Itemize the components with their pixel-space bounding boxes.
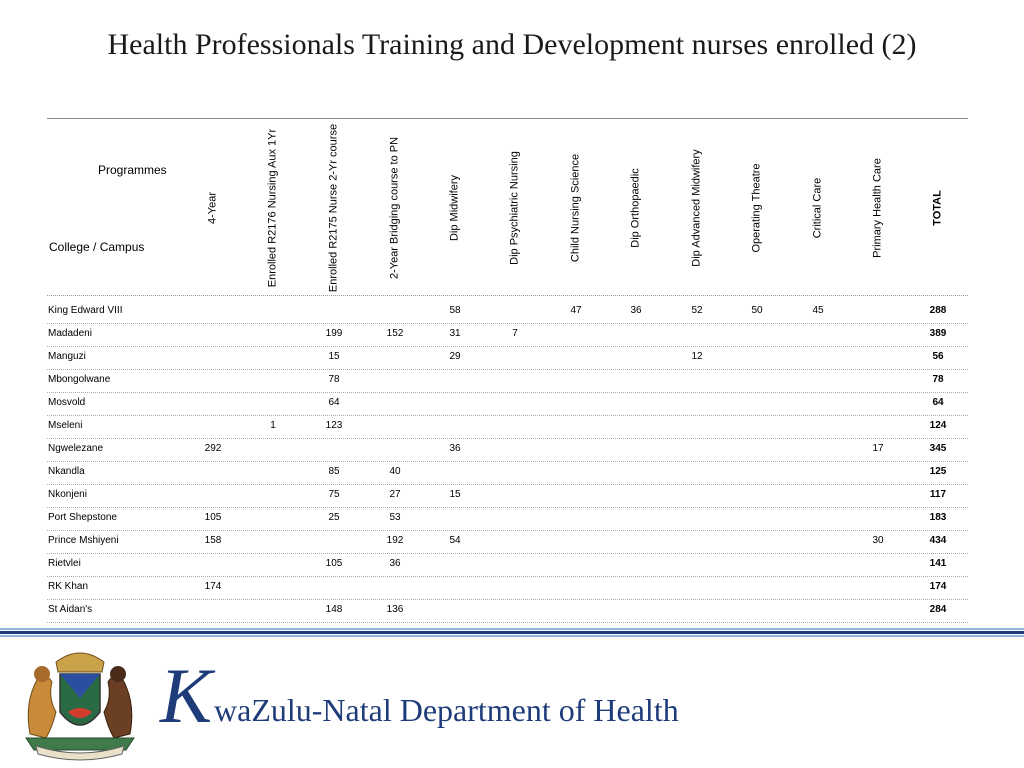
coat-of-arms-logo <box>16 642 144 762</box>
table-cell: 36 <box>449 443 461 454</box>
column-header-label: Enrolled R2175 Nurse 2-Yr course <box>327 123 340 293</box>
table-row <box>47 346 968 370</box>
row-total: 288 <box>929 305 947 316</box>
row-total: 174 <box>929 581 947 592</box>
table-row <box>47 415 968 439</box>
table-cell: 45 <box>812 305 824 316</box>
table-cell: 105 <box>204 512 222 523</box>
row-total: 284 <box>929 604 947 615</box>
campus-name: Rietvlei <box>48 558 81 569</box>
table-row <box>47 438 968 462</box>
table-cell: 17 <box>872 443 884 454</box>
table-cell: 15 <box>328 351 340 362</box>
column-header <box>788 120 848 296</box>
column-header-label: Child Nursing Science <box>569 153 582 263</box>
table-cell: 192 <box>386 535 404 546</box>
column-header-label: Enrolled R2176 Nursing Aux 1Yr <box>266 128 279 288</box>
department-name: waZulu-Natal Department of Health <box>214 692 679 728</box>
row-total: 389 <box>929 328 947 339</box>
column-header <box>365 120 425 296</box>
table-cell: 123 <box>325 420 343 431</box>
table-cell: 15 <box>449 489 461 500</box>
table-cell: 7 <box>512 328 518 339</box>
campus-name: Nkandla <box>48 466 85 477</box>
slide-title: Health Professionals Training and Development nurses enrolled (2) <box>107 28 917 61</box>
column-header <box>304 120 364 296</box>
footer-stripes <box>0 628 1024 638</box>
column-header <box>848 120 908 296</box>
table-cell: 52 <box>691 305 703 316</box>
table-cell: 78 <box>328 374 340 385</box>
column-header <box>546 120 606 296</box>
college-campus-label: College / Campus <box>49 240 145 254</box>
column-header-label: Dip Orthopaedic <box>629 168 642 248</box>
table-cell: 199 <box>325 328 343 339</box>
table-cell: 136 <box>386 604 404 615</box>
column-header <box>485 120 545 296</box>
column-header-label: Critical Care <box>811 177 824 239</box>
column-header <box>243 120 303 296</box>
table-cell: 148 <box>325 604 343 615</box>
table-row <box>47 369 968 393</box>
table-cell: 105 <box>325 558 343 569</box>
table-cell: 40 <box>389 466 401 477</box>
campus-name: Prince Mshiyeni <box>48 535 119 546</box>
table-row <box>47 392 968 416</box>
table-cell: 64 <box>328 397 340 408</box>
campus-name: King Edward VIII <box>48 305 123 316</box>
header-divider <box>47 295 968 296</box>
table-row <box>47 599 968 623</box>
column-header <box>183 120 243 296</box>
table-cell: 58 <box>449 305 461 316</box>
table-cell: 30 <box>872 535 884 546</box>
table-row <box>47 300 968 324</box>
row-total: 434 <box>929 535 947 546</box>
programmes-label: Programmes <box>98 163 167 177</box>
table-cell: 47 <box>570 305 582 316</box>
table-cell: 50 <box>751 305 763 316</box>
column-header-label: TOTAL <box>931 190 944 226</box>
logo-initial-k: K <box>160 652 213 739</box>
row-total: 117 <box>929 489 947 500</box>
table-cell: 174 <box>204 581 222 592</box>
table-cell: 158 <box>204 535 222 546</box>
column-header <box>908 120 968 296</box>
campus-name: Mbongolwane <box>48 374 111 385</box>
table-row <box>47 553 968 577</box>
table-row <box>47 461 968 485</box>
table-cell: 53 <box>389 512 401 523</box>
column-header-label: Dip Psychiatric Nursing <box>508 151 521 265</box>
table-row <box>47 323 968 347</box>
table-cell: 12 <box>691 351 703 362</box>
campus-name: Nkonjeni <box>48 489 87 500</box>
column-header-label: Primary Health Care <box>871 158 884 258</box>
campus-name: Manguzi <box>48 351 86 362</box>
column-header <box>727 120 787 296</box>
table-cell: 27 <box>389 489 401 500</box>
table-row <box>47 530 968 554</box>
table-cell: 152 <box>386 328 404 339</box>
table-cell: 36 <box>630 305 642 316</box>
header-rule <box>47 118 968 119</box>
row-total: 125 <box>929 466 947 477</box>
row-total: 345 <box>929 443 947 454</box>
table-cell: 25 <box>328 512 340 523</box>
table-row <box>47 576 968 600</box>
table-cell: 1 <box>270 420 276 431</box>
column-header-label: Dip Midwifery <box>448 175 461 242</box>
campus-name: RK Khan <box>48 581 89 592</box>
campus-name: Port Shepstone <box>48 512 117 523</box>
campus-name: Mosvold <box>48 397 86 408</box>
table-cell: 85 <box>328 466 340 477</box>
campus-name: Ngwelezane <box>48 443 104 454</box>
campus-name: Madadeni <box>48 328 92 339</box>
table-cell: 36 <box>389 558 401 569</box>
table-row <box>47 484 968 508</box>
row-total: 78 <box>932 374 944 385</box>
row-total: 183 <box>929 512 947 523</box>
table-cell: 75 <box>328 489 340 500</box>
row-total: 56 <box>932 351 944 362</box>
column-header-label: Dip Advanced Midwifery <box>690 149 703 267</box>
column-header <box>606 120 666 296</box>
row-total: 141 <box>929 558 947 569</box>
table-row <box>47 507 968 531</box>
campus-name: St Aidan's <box>48 604 93 615</box>
table-cell: 31 <box>449 328 461 339</box>
table-cell: 292 <box>204 443 222 454</box>
table-cell: 29 <box>449 351 461 362</box>
campus-name: Mseleni <box>48 420 83 431</box>
column-header-label: 4-Year <box>206 192 219 225</box>
column-header-label: 2-Year Bridging course to PN <box>388 136 401 280</box>
column-header-label: Operating Theatre <box>750 163 763 253</box>
row-total: 64 <box>932 397 944 408</box>
column-header <box>667 120 727 296</box>
table-cell: 54 <box>449 535 461 546</box>
row-total: 124 <box>929 420 947 431</box>
column-header <box>425 120 485 296</box>
